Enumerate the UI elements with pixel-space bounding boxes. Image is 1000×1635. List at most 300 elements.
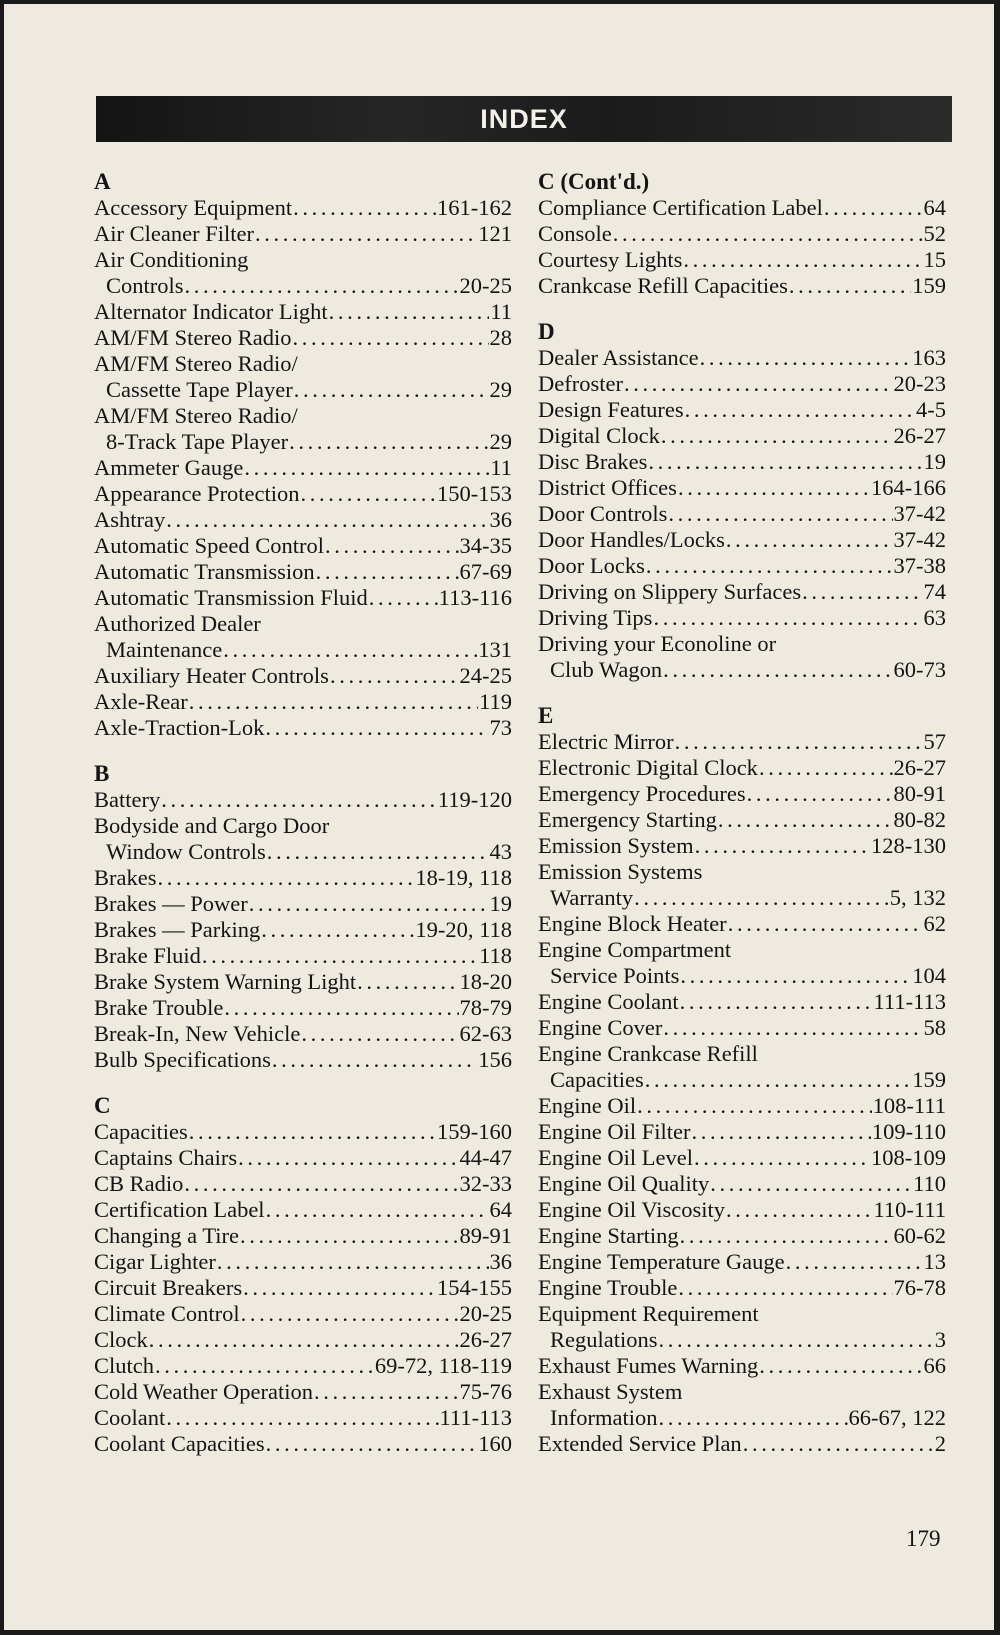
dot-leader	[613, 221, 923, 247]
entry-pages: 28	[489, 325, 512, 350]
dot-leader	[249, 891, 489, 917]
index-entry	[94, 1353, 512, 1379]
dot-leader	[223, 637, 477, 663]
dot-leader	[294, 377, 489, 403]
entry-pages: 43	[489, 839, 512, 864]
entry-term: Engine Crankcase Refill	[538, 1041, 758, 1066]
entry-pages: 18-20	[459, 969, 512, 994]
entry-pages: 37-38	[893, 553, 946, 578]
entry-pages: 66	[923, 1353, 946, 1378]
dot-leader	[728, 911, 923, 937]
entry-term: Bodyside and Cargo Door	[94, 813, 330, 838]
index-left-column	[94, 169, 512, 1477]
section-letter: D	[538, 319, 555, 344]
entry-term: Engine Oil Level	[538, 1145, 693, 1170]
entry-pages: 111-113	[873, 989, 946, 1014]
entry-pages: 26-27	[459, 1327, 512, 1352]
dot-leader	[786, 1249, 923, 1275]
entry-pages: 67-69	[459, 559, 512, 584]
index-entry	[94, 689, 512, 715]
dot-leader	[663, 657, 892, 683]
dot-leader	[680, 1223, 893, 1249]
dot-leader	[743, 1431, 934, 1457]
dot-leader	[802, 579, 922, 605]
entry-term: Controls	[106, 273, 184, 298]
entry-pages: 58	[923, 1015, 946, 1040]
index-entry	[94, 195, 512, 221]
index-entry	[94, 247, 512, 299]
entry-term: Driving Tips	[538, 605, 653, 630]
entry-term: Driving on Slippery Surfaces	[538, 579, 802, 604]
entry-pages: 76-78	[893, 1275, 946, 1300]
entry-pages: 11	[490, 299, 512, 324]
dot-leader	[680, 989, 873, 1015]
entry-term: Air Cleaner Filter	[94, 221, 254, 246]
entry-pages: 26-27	[893, 755, 946, 780]
dot-leader	[244, 455, 489, 481]
entry-term: Engine Cover	[538, 1015, 663, 1040]
index-entry	[94, 1119, 512, 1145]
index-entry	[538, 631, 946, 683]
entry-term: Cold Weather Operation	[94, 1379, 313, 1404]
dot-leader	[759, 755, 893, 781]
dot-leader	[646, 553, 893, 579]
dot-leader	[316, 559, 459, 585]
index-entry	[538, 729, 946, 755]
section-letter: B	[94, 761, 110, 786]
index-entry	[538, 1301, 946, 1353]
dot-leader	[675, 729, 923, 755]
entry-term: 8-Track Tape Player	[106, 429, 289, 454]
index-page	[4, 4, 994, 1630]
entry-pages: 66-67, 122	[848, 1405, 946, 1430]
index-entry	[538, 397, 946, 423]
index-entry	[538, 833, 946, 859]
entry-pages: 161-162	[437, 195, 512, 220]
index-entry	[538, 247, 946, 273]
index-entry	[538, 273, 946, 299]
dot-leader	[314, 1379, 459, 1405]
entry-pages: 119	[479, 689, 512, 714]
entry-term: Automatic Transmission Fluid	[94, 585, 368, 610]
entry-pages: 2	[934, 1431, 946, 1456]
dot-leader	[240, 1223, 458, 1249]
entry-pages: 18-19, 118	[415, 865, 512, 890]
index-entry	[94, 1197, 512, 1223]
entry-term: Cigar Lighter	[94, 1249, 216, 1274]
index-entry	[538, 1093, 946, 1119]
index-entry	[538, 475, 946, 501]
index-entry	[538, 579, 946, 605]
index-section	[538, 319, 946, 683]
entry-term: Extended Service Plan	[538, 1431, 742, 1456]
entry-term: Clutch	[94, 1353, 154, 1378]
entry-pages: 52	[923, 221, 946, 246]
entry-term: Capacities	[94, 1119, 188, 1144]
index-entry	[94, 1047, 512, 1073]
entry-term: Design Features	[538, 397, 684, 422]
dot-leader	[189, 1119, 436, 1145]
entry-term: Courtesy Lights	[538, 247, 683, 272]
entry-term: Equipment Requirement	[538, 1301, 759, 1326]
entry-term: Capacities	[550, 1067, 644, 1092]
section-letter: C (Cont'd.)	[538, 169, 650, 194]
entry-pages: 34-35	[459, 533, 512, 558]
entry-pages: 110	[913, 1171, 946, 1196]
dot-leader	[255, 221, 477, 247]
entry-pages: 19	[923, 449, 946, 474]
dot-leader	[217, 1249, 489, 1275]
index-entry	[94, 1145, 512, 1171]
entry-term: AM/FM Stereo Radio	[94, 325, 292, 350]
index-entry	[538, 1223, 946, 1249]
entry-pages: 60-73	[893, 657, 946, 682]
dot-leader	[357, 969, 458, 995]
entry-pages: 20-25	[459, 1301, 512, 1326]
entry-pages: 62	[923, 911, 946, 936]
entry-term: Service Points	[550, 963, 680, 988]
entry-term: Brake Trouble	[94, 995, 224, 1020]
index-entry	[94, 943, 512, 969]
dot-leader	[301, 481, 436, 507]
dot-leader	[266, 1431, 478, 1457]
entry-term: Automatic Speed Control	[94, 533, 324, 558]
entry-pages: 63	[923, 605, 946, 630]
index-entry	[538, 1041, 946, 1093]
dot-leader	[329, 299, 490, 325]
index-section	[94, 169, 512, 741]
dot-leader	[726, 527, 893, 553]
index-entry	[538, 937, 946, 989]
entry-pages: 78-79	[459, 995, 512, 1020]
entry-pages: 159	[912, 1067, 946, 1092]
entry-pages: 128-130	[871, 833, 946, 858]
entry-term: Warranty	[550, 885, 634, 910]
entry-pages: 19	[489, 891, 512, 916]
index-entry	[94, 221, 512, 247]
entry-pages: 80-91	[893, 781, 946, 806]
dot-leader	[369, 585, 438, 611]
entry-term: Exhaust System	[538, 1379, 683, 1404]
entry-term: Brakes — Power	[94, 891, 248, 916]
entry-term: Digital Clock	[538, 423, 660, 448]
entry-pages: 15	[923, 247, 946, 272]
entry-term: Authorized Dealer	[94, 611, 261, 636]
index-entry	[538, 1431, 946, 1457]
index-entry	[94, 891, 512, 917]
entry-term: Certification Label	[94, 1197, 265, 1222]
index-section	[538, 703, 946, 1457]
entry-term: Engine Oil Filter	[538, 1119, 691, 1144]
entry-term: Ashtray	[94, 507, 166, 532]
entry-pages: 113-116	[438, 585, 512, 610]
entry-pages: 121	[478, 221, 512, 246]
index-entry	[538, 1379, 946, 1431]
index-entry	[94, 1223, 512, 1249]
entry-term: Regulations	[550, 1327, 658, 1352]
index-entry	[94, 1431, 512, 1457]
entry-term: Bulb Specifications	[94, 1047, 271, 1072]
dot-leader	[637, 1093, 872, 1119]
index-entry	[538, 221, 946, 247]
dot-leader	[161, 787, 437, 813]
entry-pages: 57	[923, 729, 946, 754]
entry-term: Disc Brakes	[538, 449, 648, 474]
entry-pages: 64	[923, 195, 946, 220]
entry-pages: 150-153	[437, 481, 512, 506]
entry-term: Information	[550, 1405, 658, 1430]
entry-term: Alternator Indicator Light	[94, 299, 328, 324]
dot-leader	[261, 917, 414, 943]
index-entry	[538, 911, 946, 937]
entry-pages: 44-47	[459, 1145, 512, 1170]
entry-term: Crankcase Refill Capacities	[538, 273, 788, 298]
dot-leader	[166, 507, 488, 533]
dot-leader	[661, 423, 893, 449]
index-entry	[538, 501, 946, 527]
entry-term: Automatic Transmission	[94, 559, 315, 584]
entry-term: Door Locks	[538, 553, 645, 578]
entry-pages: 19-20, 118	[415, 917, 512, 942]
index-entry	[94, 787, 512, 813]
entry-term: Electronic Digital Clock	[538, 755, 758, 780]
entry-term: Maintenance	[106, 637, 223, 662]
entry-pages: 154-155	[437, 1275, 512, 1300]
entry-pages: 111-113	[439, 1405, 512, 1430]
dot-leader	[185, 273, 459, 299]
dot-leader	[330, 663, 459, 689]
dot-leader	[634, 885, 889, 911]
dot-leader	[624, 371, 893, 397]
index-entry	[94, 969, 512, 995]
entry-term: Engine Oil Quality	[538, 1171, 710, 1196]
entry-pages: 108-109	[871, 1145, 946, 1170]
dot-leader	[238, 1145, 458, 1171]
entry-term: Axle-Traction-Lok	[94, 715, 265, 740]
entry-pages: 74	[923, 579, 946, 604]
entry-term: Circuit Breakers	[94, 1275, 243, 1300]
index-entry	[538, 1171, 946, 1197]
dot-leader	[653, 605, 922, 631]
entry-term: Coolant Capacities	[94, 1431, 265, 1456]
entry-pages: 108-111	[872, 1093, 946, 1118]
index-entry	[94, 1021, 512, 1047]
entry-pages: 118	[479, 943, 512, 968]
dot-leader	[695, 833, 870, 859]
dot-leader	[166, 1405, 438, 1431]
section-letter: E	[538, 703, 554, 728]
index-entry	[94, 455, 512, 481]
entry-pages: 109-110	[871, 1119, 946, 1144]
entry-pages: 159-160	[437, 1119, 512, 1144]
index-entry	[94, 325, 512, 351]
index-entry	[94, 559, 512, 585]
index-entry	[538, 1249, 946, 1275]
index-entry	[94, 533, 512, 559]
dot-leader	[710, 1171, 912, 1197]
entry-pages: 80-82	[893, 807, 946, 832]
dot-leader	[678, 475, 870, 501]
entry-term: Emission Systems	[538, 859, 703, 884]
index-entry	[538, 371, 946, 397]
index-entry	[94, 1379, 512, 1405]
entry-pages: 36	[489, 507, 512, 532]
entry-pages: 37-42	[893, 527, 946, 552]
entry-term: Engine Oil	[538, 1093, 637, 1118]
index-entry	[538, 1353, 946, 1379]
entry-term: Engine Starting	[538, 1223, 679, 1248]
index-entry	[94, 299, 512, 325]
entry-term: Clock	[94, 1327, 148, 1352]
index-entry	[94, 351, 512, 403]
entry-pages: 160	[478, 1431, 512, 1456]
dot-leader	[202, 943, 478, 969]
index-entry	[538, 605, 946, 631]
entry-pages: 60-62	[893, 1223, 946, 1248]
dot-leader	[658, 1405, 847, 1431]
dot-leader	[685, 397, 915, 423]
entry-term: Air Conditioning	[94, 247, 249, 272]
entry-term: Electric Mirror	[538, 729, 674, 754]
dot-leader	[267, 839, 489, 865]
dot-leader	[157, 865, 414, 891]
entry-term: Engine Oil Viscosity	[538, 1197, 725, 1222]
dot-leader	[224, 995, 458, 1021]
index-entry	[538, 1145, 946, 1171]
entry-term: Brakes — Parking	[94, 917, 261, 942]
dot-leader	[747, 781, 893, 807]
entry-pages: 163	[912, 345, 946, 370]
index-entry	[94, 507, 512, 533]
entry-pages: 110-111	[873, 1197, 946, 1222]
index-entry	[94, 1405, 512, 1431]
entry-term: Coolant	[94, 1405, 166, 1430]
index-entry	[538, 449, 946, 475]
index-entry	[538, 1197, 946, 1223]
index-entry	[538, 781, 946, 807]
dot-leader	[683, 247, 922, 273]
dot-leader	[149, 1327, 459, 1353]
dot-leader	[718, 807, 893, 833]
dot-leader	[645, 1067, 912, 1093]
entry-pages: 24-25	[459, 663, 512, 688]
index-section	[94, 761, 512, 1073]
index-right-column	[538, 169, 946, 1477]
entry-term: District Offices	[538, 475, 677, 500]
index-entry	[94, 481, 512, 507]
entry-term: Exhaust Fumes Warning	[538, 1353, 759, 1378]
entry-term: Accessory Equipment	[94, 195, 293, 220]
entry-term: AM/FM Stereo Radio/	[94, 351, 298, 376]
entry-term: Engine Temperature Gauge	[538, 1249, 785, 1274]
entry-pages: 104	[912, 963, 946, 988]
index-section	[538, 169, 946, 299]
entry-pages: 3	[934, 1327, 946, 1352]
entry-term: Console	[538, 221, 612, 246]
entry-pages: 119-120	[437, 787, 512, 812]
dot-leader	[265, 715, 488, 741]
index-entry	[94, 585, 512, 611]
index-entry	[538, 1275, 946, 1301]
dot-leader	[189, 689, 478, 715]
index-entry	[94, 663, 512, 689]
entry-term: Brake System Warning Light	[94, 969, 357, 994]
page-number: 179	[906, 1526, 941, 1551]
entry-term: Defroster	[538, 371, 623, 396]
entry-term: Captains Chairs	[94, 1145, 238, 1170]
dot-leader	[663, 1015, 922, 1041]
entry-term: Door Handles/Locks	[538, 527, 725, 552]
dot-leader	[289, 429, 488, 455]
index-entry	[94, 611, 512, 663]
index-entry	[538, 755, 946, 781]
dot-leader	[325, 533, 459, 559]
entry-term: CB Radio	[94, 1171, 184, 1196]
entry-pages: 159	[912, 273, 946, 298]
entry-pages: 4-5	[916, 397, 946, 422]
dot-leader	[243, 1275, 436, 1301]
index-entry	[538, 195, 946, 221]
entry-pages: 32-33	[459, 1171, 512, 1196]
entry-term: Emergency Starting	[538, 807, 717, 832]
index-entry	[94, 865, 512, 891]
dot-leader	[824, 195, 923, 221]
entry-term: Battery	[94, 787, 161, 812]
entry-pages: 20-23	[893, 371, 946, 396]
dot-leader	[668, 501, 892, 527]
entry-term: Brakes	[94, 865, 157, 890]
entry-pages: 36	[489, 1249, 512, 1274]
entry-term: Changing a Tire	[94, 1223, 240, 1248]
dot-leader	[293, 195, 436, 221]
index-entry	[538, 553, 946, 579]
entry-pages: 131	[478, 637, 512, 662]
entry-term: Climate Control	[94, 1301, 240, 1326]
index-entry	[538, 807, 946, 833]
entry-term: Compliance Certification Label	[538, 195, 823, 220]
index-entry	[538, 423, 946, 449]
dot-leader	[789, 273, 911, 299]
entry-pages: 89-91	[459, 1223, 512, 1248]
dot-leader	[272, 1047, 477, 1073]
entry-pages: 11	[490, 455, 512, 480]
entry-pages: 37-42	[893, 501, 946, 526]
dot-leader	[266, 1197, 489, 1223]
entry-pages: 62-63	[459, 1021, 512, 1046]
entry-term: Appearance Protection	[94, 481, 300, 506]
index-entry	[538, 859, 946, 911]
index-title-banner: INDEX	[96, 96, 952, 142]
entry-term: Emission System	[538, 833, 694, 858]
entry-term: Brake Fluid	[94, 943, 201, 968]
dot-leader	[726, 1197, 873, 1223]
entry-pages: 5, 132	[889, 885, 946, 910]
index-section	[94, 1093, 512, 1457]
entry-term: Emergency Procedures	[538, 781, 746, 806]
entry-pages: 29	[489, 429, 512, 454]
entry-pages: 20-25	[459, 273, 512, 298]
dot-leader	[648, 449, 922, 475]
index-entry	[94, 1171, 512, 1197]
index-entry	[538, 345, 946, 371]
section-letter: A	[94, 169, 111, 194]
index-entry	[538, 1119, 946, 1145]
dot-leader	[691, 1119, 870, 1145]
entry-term: Engine Coolant	[538, 989, 679, 1014]
entry-pages: 164-166	[871, 475, 946, 500]
dot-leader	[659, 1327, 934, 1353]
index-entry	[538, 1015, 946, 1041]
